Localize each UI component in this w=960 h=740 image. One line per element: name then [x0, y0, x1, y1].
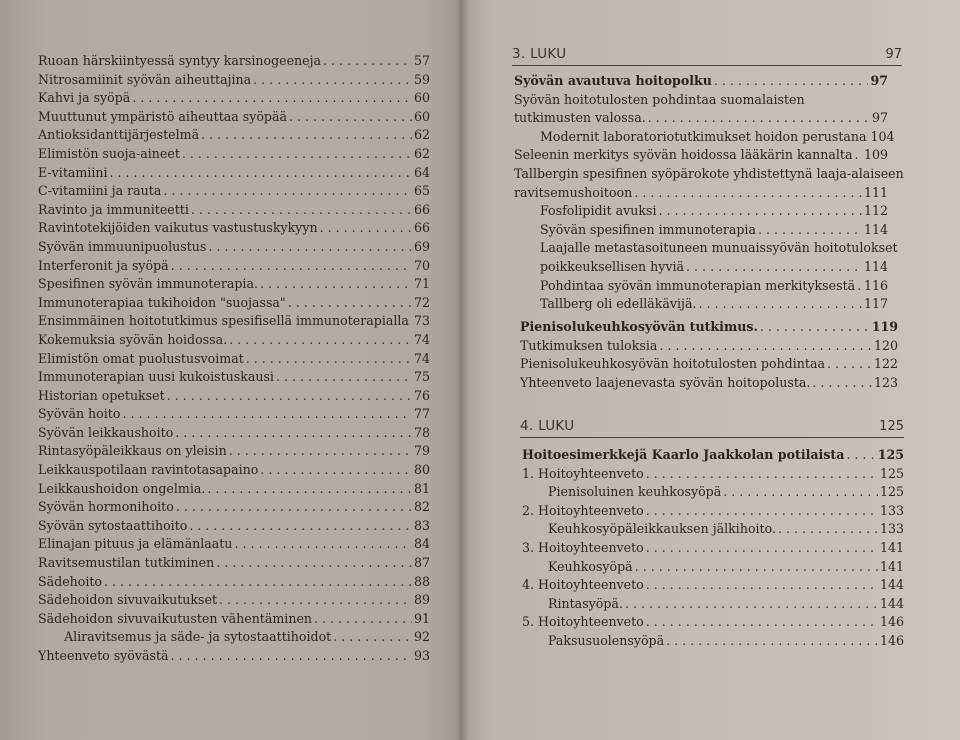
toc-title: Sädehoidon sivuvaikutusten vähentäminen [38, 610, 313, 626]
toc-title: 2. Hoitoyhteenveto [522, 502, 644, 518]
toc-entry [38, 145, 430, 164]
chapter-page-number: 97 [885, 47, 902, 62]
toc-title: Fosfolipidit avuksi [540, 203, 657, 219]
toc-subentry [514, 128, 895, 147]
toc-entry [38, 108, 430, 127]
toc-page-number: 83 [413, 517, 430, 533]
toc-entry [38, 554, 430, 573]
toc-title: Seleenin merkitys syövän hoidossa lääkärin kannalta [514, 147, 853, 163]
toc-title: Yhteenveto laajenevasta syövän hoitopolusta. [520, 374, 811, 390]
toc-title: Elimistön omat puolustusvoimat [38, 350, 244, 366]
toc-title-line1: Syövän hoitotulosten pohdintaa suomalaisten [514, 91, 805, 107]
toc-list-left [38, 52, 430, 666]
toc-entry [38, 294, 430, 313]
dot-leader [646, 539, 878, 558]
toc-page-number: 104 [870, 128, 895, 144]
toc-title: Tutkimuksen tuloksia [520, 337, 658, 353]
toc-page-number: 112 [863, 203, 888, 219]
toc-title: Immunoterapiaa tukihoidon "suojassa" [38, 294, 286, 310]
dot-leader [176, 498, 412, 517]
toc-subentry [514, 239, 898, 276]
toc-page-number: 74 [413, 350, 430, 366]
toc-title: Pienisolukeuhkosyövän tutkimus. [520, 319, 758, 334]
toc-title: Muuttunut ympäristö aiheuttaa syöpää [38, 108, 288, 124]
dot-leader [758, 221, 862, 240]
toc-title: Pohdintaa syövän immunoterapian merkityksestä [540, 277, 856, 293]
toc-section-heading [514, 72, 888, 91]
toc-subentry [522, 558, 904, 577]
toc-entry [38, 591, 430, 610]
toc-subentry [522, 520, 904, 539]
dot-leader [646, 502, 878, 521]
toc-page-number: 117 [863, 296, 888, 312]
toc-page-number: 60 [413, 90, 430, 106]
toc-page-number: 133 [879, 521, 904, 537]
toc-entry [514, 146, 888, 165]
toc-title: 3. Hoitoyhteenveto [522, 539, 644, 555]
toc-entry [38, 312, 430, 331]
dot-leader [698, 295, 861, 314]
toc-page-number: 120 [873, 337, 898, 353]
toc-page-number: 65 [413, 183, 430, 199]
dot-leader [229, 442, 412, 461]
toc-page-number: 119 [871, 319, 898, 334]
book-gutter [455, 0, 469, 740]
toc-entry [38, 368, 430, 387]
toc-entry [514, 91, 888, 128]
toc-entry [38, 257, 430, 276]
dot-leader [229, 331, 412, 350]
toc-subentry [514, 295, 888, 314]
toc-title: Elimistön suoja-aineet [38, 145, 180, 161]
toc-page-number: 87 [413, 555, 430, 571]
dot-leader [666, 632, 878, 651]
toc-section-heading [522, 446, 904, 465]
dot-leader [778, 520, 878, 539]
toc-page-number: 73 [413, 313, 430, 329]
toc-page-number: 125 [879, 465, 904, 481]
toc-page-number: 77 [413, 406, 430, 422]
dot-leader [323, 52, 412, 71]
toc-title: Modernit laboratoriotutkimukset hoidon perustana [540, 128, 867, 144]
toc-title: Pienisolukeuhkosyövän hoitotulosten pohdintaa [520, 356, 825, 372]
toc-page-number: 97 [870, 73, 888, 88]
toc-entry [38, 89, 430, 108]
toc-subentry [522, 595, 904, 614]
toc-title: Syövän sytostaattihoito [38, 517, 188, 533]
dot-leader [171, 647, 412, 666]
dot-leader [260, 461, 412, 480]
toc-entry [38, 275, 430, 294]
toc-entry [38, 126, 430, 145]
toc-entry [38, 573, 430, 592]
toc-entry [38, 331, 430, 350]
toc-page-number: 144 [879, 595, 904, 611]
toc-page-number: 82 [413, 499, 430, 515]
toc-page-number: 111 [863, 184, 888, 200]
dot-leader [812, 374, 872, 393]
toc-list-chapter-4 [522, 446, 904, 651]
toc-title: Leikkaushoidon ongelmia. [38, 480, 206, 496]
dot-leader [288, 294, 412, 313]
toc-entry [514, 165, 904, 202]
toc-title: poikkeuksellisen hyviä [540, 258, 685, 274]
toc-entry [38, 461, 430, 480]
toc-title: Interferonit ja syöpä [38, 257, 169, 273]
toc-entry [38, 350, 430, 369]
toc-page-number: 114 [863, 221, 888, 237]
toc-page-number: 70 [413, 257, 430, 273]
toc-subentry [522, 632, 904, 651]
dot-leader [216, 554, 412, 573]
toc-page-number: 80 [413, 462, 430, 478]
toc-title: Tallberg oli edelläkävijä. [540, 296, 697, 312]
chapter-header-3 [512, 46, 902, 66]
toc-title: Syövän avautuva hoitopolku [514, 73, 712, 88]
toc-page-number: 74 [413, 331, 430, 347]
toc-page-number: 66 [413, 201, 430, 217]
toc-title: Syövän spesifinen immunoterapia [540, 221, 756, 237]
toc-title: Sädehoidon sivuvaikutukset [38, 592, 218, 608]
toc-entry [38, 387, 430, 406]
dot-leader [646, 576, 878, 595]
toc-entry [38, 182, 430, 201]
toc-title: Immunoterapian uusi kukoistuskausi [38, 369, 274, 385]
toc-title: Elinajan pituus ja elämänlaatu [38, 536, 233, 552]
dot-leader [276, 368, 412, 387]
toc-title: ravitsemushoitoon [514, 184, 633, 200]
toc-entry [522, 502, 904, 521]
toc-entry [520, 355, 898, 374]
dot-leader [207, 480, 412, 499]
dot-leader [827, 355, 872, 374]
chapter-label: 3. LUKU [512, 46, 567, 62]
toc-page-number: 76 [413, 387, 430, 403]
toc-title: Leikkauspotilaan ravintotasapaino [38, 462, 259, 478]
dot-leader [659, 202, 862, 221]
dot-leader [110, 164, 412, 183]
toc-entry [38, 517, 430, 536]
toc-title: Antioksidanttijärjestelmä [38, 127, 200, 143]
dot-leader [646, 465, 878, 484]
dot-leader [289, 108, 412, 127]
dot-leader [246, 350, 412, 369]
toc-title: Syövän leikkaushoito [38, 424, 174, 440]
toc-page-number: 60 [413, 108, 430, 124]
dot-leader [846, 446, 875, 465]
toc-page-number: 78 [413, 424, 430, 440]
dot-leader [132, 89, 412, 108]
toc-page-number: 88 [413, 573, 430, 589]
chapter-page-number: 125 [879, 419, 904, 434]
dot-leader [646, 613, 878, 632]
toc-entry [522, 465, 904, 484]
toc-title: Ensimmäinen hoitotutkimus spesifisellä immunoterapialla [38, 313, 409, 329]
dot-leader [723, 483, 878, 502]
toc-list-chapter-3-part-2 [520, 318, 898, 392]
toc-title: Ravitsemustilan tutkiminen [38, 555, 215, 571]
toc-page-number: 57 [413, 53, 430, 68]
toc-title: Pienisoluinen keuhkosyöpä [548, 484, 722, 500]
toc-title: Ravintotekijöiden vaikutus vastustuskykyyn [38, 220, 318, 236]
toc-entry [38, 442, 430, 461]
dot-leader [411, 312, 412, 331]
dot-leader [625, 595, 878, 614]
toc-entry [38, 405, 430, 424]
toc-title: Historian opetukset [38, 387, 165, 403]
toc-page-number: 125 [879, 484, 904, 500]
toc-entry [38, 610, 430, 629]
toc-title: Sädehoito [38, 573, 103, 589]
toc-title: Rintasyöpäleikkaus on yleisin [38, 443, 227, 459]
toc-title: C-vitamiini ja rauta [38, 183, 162, 199]
toc-entry [38, 424, 430, 443]
dot-leader [314, 610, 412, 629]
toc-page-number: 72 [413, 294, 430, 310]
dot-leader [714, 72, 869, 91]
toc-page-number: 64 [413, 164, 430, 180]
dot-leader [635, 558, 878, 577]
toc-subentry [522, 483, 904, 502]
toc-subentry [514, 221, 888, 240]
toc-entry [38, 201, 430, 220]
toc-page-number: 93 [413, 648, 430, 663]
dot-leader [260, 275, 412, 294]
toc-page-number: 62 [413, 127, 430, 143]
dot-leader [648, 109, 870, 128]
dot-leader [191, 201, 412, 220]
toc-entry [520, 374, 898, 393]
toc-title: Nitrosamiinit syövän aiheuttajina [38, 71, 252, 87]
dot-leader [182, 145, 412, 164]
dot-leader [189, 517, 412, 536]
toc-page-number: 141 [879, 539, 904, 555]
toc-page-number: 91 [413, 610, 430, 626]
dot-leader [659, 337, 872, 356]
toc-entry [38, 164, 430, 183]
toc-page-number: 81 [413, 480, 430, 496]
dot-leader [333, 628, 412, 647]
dot-leader [201, 126, 412, 145]
toc-page-number: 114 [863, 258, 888, 274]
dot-leader [175, 424, 412, 443]
toc-title-line1: Laajalle metastasoituneen munuaissyövän hoitotulokset [540, 240, 898, 256]
toc-page-number: 66 [413, 220, 430, 236]
dot-leader [208, 238, 412, 257]
toc-page-number: 71 [413, 276, 430, 292]
dot-leader [760, 318, 870, 337]
toc-title: Syövän immuunipuolustus [38, 238, 207, 254]
toc-page-number: 133 [879, 502, 904, 518]
dot-leader [857, 277, 862, 296]
toc-subentry [38, 628, 430, 647]
toc-page-number: 122 [873, 356, 898, 372]
toc-page-number: 125 [877, 447, 904, 462]
toc-page-number: 123 [873, 374, 898, 390]
toc-subentry [514, 202, 888, 221]
toc-entry [38, 71, 430, 90]
toc-title: E-vitamiini [38, 164, 108, 180]
toc-title: Paksusuolensyöpä [548, 632, 665, 648]
chapter-header-4 [520, 418, 904, 438]
dot-leader [219, 591, 412, 610]
toc-page-number: 141 [879, 558, 904, 574]
toc-title: Ravinto ja immuniteetti [38, 201, 189, 217]
toc-title-line1: Tallbergin spesifinen syöpärokote yhdistettynä laaja-alaiseen [514, 165, 904, 181]
chapter-label: 4. LUKU [520, 418, 575, 434]
toc-title: 1. Hoitoyhteenveto [522, 465, 644, 481]
toc-page-number: 89 [413, 592, 430, 608]
toc-page-number: 146 [879, 614, 904, 630]
toc-entry [520, 337, 898, 356]
toc-page-number: 144 [879, 577, 904, 593]
toc-page-number: 79 [413, 443, 430, 459]
left-page [0, 0, 462, 740]
dot-leader [234, 535, 412, 554]
toc-page-number: 59 [413, 71, 430, 87]
toc-entry [38, 480, 430, 499]
toc-title: Kahvi ja syöpä [38, 90, 131, 106]
toc-subentry [514, 277, 888, 296]
toc-entry [38, 647, 430, 666]
dot-leader [122, 405, 412, 424]
dot-leader [855, 146, 862, 165]
toc-page-number: 116 [863, 277, 888, 293]
toc-entry [522, 613, 904, 632]
toc-entry [38, 219, 430, 238]
toc-title: Kokemuksia syövän hoidossa. [38, 331, 228, 347]
toc-page-number: 92 [413, 629, 430, 645]
toc-page-number: 69 [413, 238, 430, 254]
toc-title: Keuhkosyöpäleikkauksen jälkihoito. [548, 521, 776, 537]
toc-title: Hoitoesimerkkejä Kaarlo Jaakkolan potilaista [522, 447, 845, 462]
toc-entry [38, 52, 430, 71]
toc-title: Syövän hoito [38, 406, 121, 422]
toc-title: 5. Hoitoyhteenveto [522, 614, 644, 630]
dot-leader [171, 257, 412, 276]
dot-leader [634, 184, 862, 203]
dot-leader [163, 182, 412, 201]
toc-entry [522, 539, 904, 558]
toc-list-chapter-3 [514, 72, 904, 314]
dot-leader [167, 387, 412, 406]
toc-title: Rintasyöpä. [548, 595, 623, 611]
toc-section-heading [520, 318, 898, 337]
toc-page-number: 62 [413, 145, 430, 161]
toc-title: Yhteenveto syövästä [38, 648, 169, 663]
toc-page-number: 146 [879, 632, 904, 648]
toc-page-number: 84 [413, 536, 430, 552]
toc-title: Keuhkosyöpä [548, 558, 633, 574]
dot-leader [104, 573, 412, 592]
toc-entry [38, 535, 430, 554]
dot-leader [320, 219, 412, 238]
toc-title: Ruoan härskiintyessä syntyy karsinogeeneja [38, 53, 322, 68]
dot-leader [686, 258, 862, 277]
toc-title: Aliravitsemus ja säde- ja sytostaattihoidot [64, 629, 332, 645]
toc-entry [38, 498, 430, 517]
toc-entry [522, 576, 904, 595]
toc-title: 4. Hoitoyhteenveto [522, 577, 644, 593]
toc-page-number: 97 [871, 110, 888, 126]
toc-page-number: 109 [863, 147, 888, 163]
dot-leader [253, 71, 412, 90]
toc-page-number: 75 [413, 369, 430, 385]
toc-title: Syövän hormonihoito [38, 499, 174, 515]
toc-title: tutkimusten valossa. [514, 110, 646, 126]
toc-entry [38, 238, 430, 257]
toc-title: Spesifinen syövän immunoterapia. [38, 276, 258, 292]
